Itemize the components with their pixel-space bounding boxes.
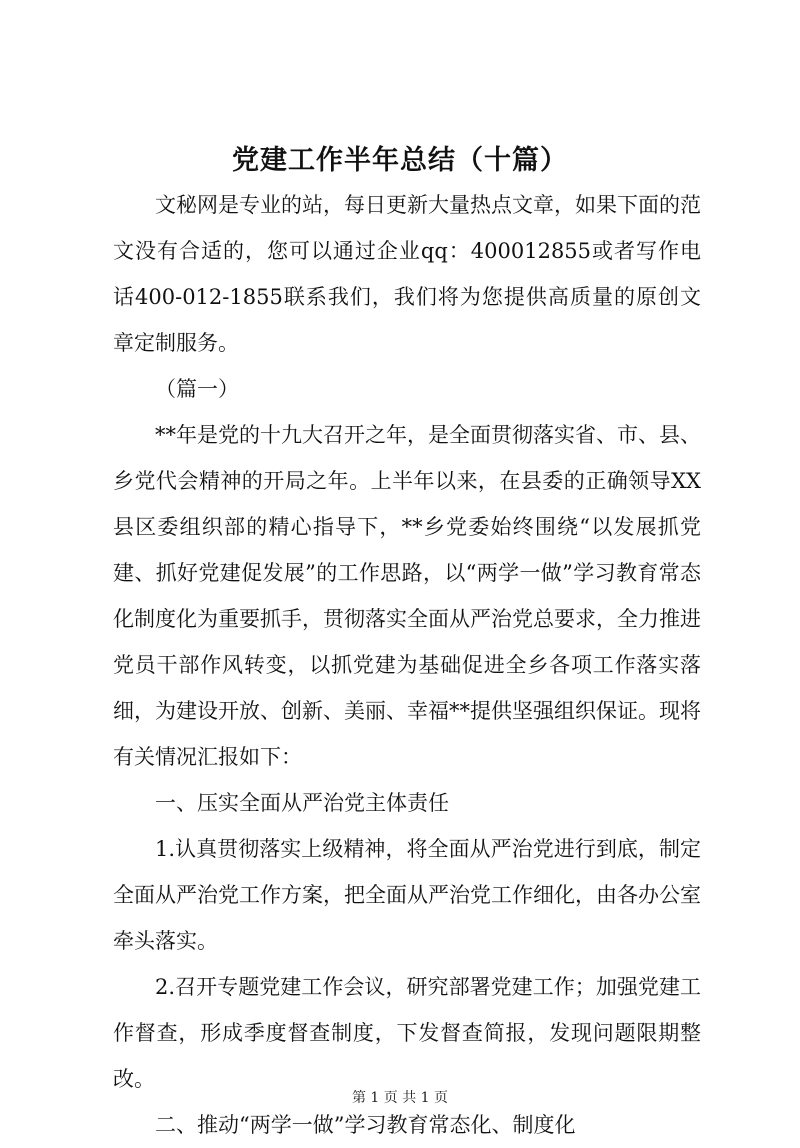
intro-paragraph: 文秘网是专业的站，每日更新大量热点文章，如果下面的范文没有合适的，您可以通过企业qq：400012855或者写作电话400-012-1855联系我们，我们将为您提供高质量的原创文章定制服务。: [113, 193, 701, 355]
section-heading-2: 二、推动“两学一做”学习教育常态化、制度化: [155, 1113, 576, 1137]
document-body: [113, 182, 701, 1148]
section-label-part-one: （篇一）: [155, 377, 239, 401]
item-paragraph-2: 2.召开专题党建工作会议，研究部署党建工作；加强党建工作督查，形成季度督查制度，下发督查简报，发现问题限期整改。: [113, 975, 701, 1091]
item-paragraph-1: 1.认真贯彻落实上级精神，将全面从严治党进行到底，制定全面从严治党工作方案，把全面从严治党工作细化，由各办公室牵头落实。: [113, 837, 701, 953]
section-heading-1: 一、压实全面从严治党主体责任: [155, 791, 449, 815]
document-title: 党建工作半年总结（十篇）: [232, 145, 568, 176]
page-number-footer: 第 1 页 共 1 页: [351, 1090, 449, 1106]
summary-paragraph: **年是党的十九大召开之年，是全面贯彻落实省、市、县、乡党代会精神的开局之年。上半年以来，在县委的正确领导XX县区委组织部的精心指导下，**乡党委始终围绕“以发展抓党建、抓好党建促发展”的工作思路，以“两学一做”学习教育常态化制度化为重要抓手，贯彻落实全面从严治党总要求，全力推进党员干部作风转变，以抓党建为基础促进全乡各项工作落实落细，为建设开放、创新、美丽、幸福**提供坚强组织保证。现将有关情况汇报如下：: [113, 423, 701, 769]
